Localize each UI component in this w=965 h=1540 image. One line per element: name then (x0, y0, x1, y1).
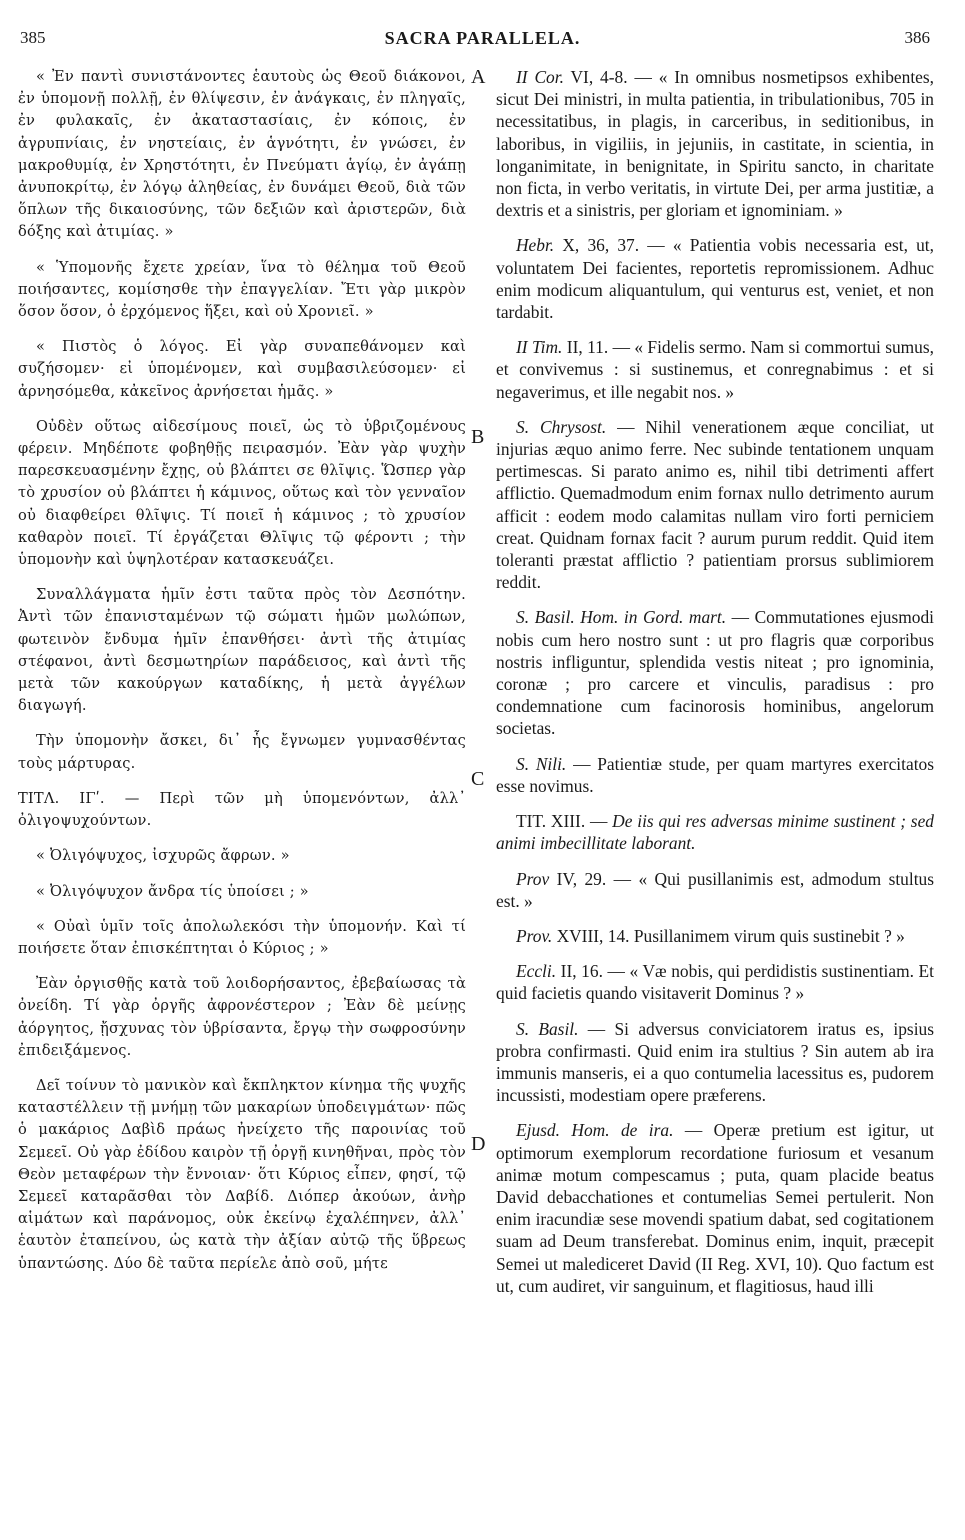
citation-ref: S. Basil. Hom. in Gord. mart. (516, 607, 727, 628)
greek-paragraph: Τὴν ὑπομονὴν ἄσκει, δι᾽ ἧς ἔγνωμεν γυμνασθέντας τοὺς μάρτυρας. (18, 732, 466, 772)
citation-ref: Eccli. (516, 961, 557, 982)
latin-paragraph (496, 606, 934, 739)
citation-ref: Hebr. (516, 235, 555, 256)
citation-ref: S. Basil. (516, 1018, 579, 1039)
latin-paragraph (496, 66, 934, 221)
page-header (0, 28, 965, 58)
citation-ref: Prov (516, 868, 550, 889)
greek-paragraph: « Πιστὸς ὁ λόγος. Εἰ γὰρ συναπεθάνομεν καὶ συζήσομεν· εἰ ὑπομένομεν, καὶ συμβασιλεύσομεν· εἰ ἀρνησόμεθα, κἀκεῖνος ἀρνήσεται ἡμᾶς. » (18, 338, 466, 400)
latin-text: II, 16. — « Væ nobis, qui perdidistis sustinentiam. Et quid facietis quando visitaverit Dominus ? » (496, 961, 934, 1004)
latin-text: VI, 4-8. — « In omnibus nosmetipsos exhibentes, sicut Dei ministri, in multa patientia, in tribulationibus, 705 in necessitatibus, in plagis, in carceribus, in seditionibus, in laboribus, in vigiliis, in jejuniis, in castitate, in scientia, in longanimitate, in benignitate, in Spiritu sancto, in charitate non ficta, in verbo veritatis, in virtute Dei, per arma justitiæ, a dextris et a sinistris, per gloriam et ignominiam. » (496, 67, 934, 221)
title-number: TIT. XIII. — (516, 811, 608, 832)
greek-paragraph: « Ὀλιγόψυχον ἄνδρα τίς ὑποίσει ; » (36, 882, 309, 900)
latin-column (496, 66, 934, 1310)
latin-text: — Operæ pretium est igitur, ut optimorum exemplorum recordatione furiosum et vesanum animæ motum compescamus ; puta, quam placide beatus David debacchationes et contumelias Semei pertulerit. Non enim iracundiæ sese movendi spatium dabat, sed cogitationem suam ad Deum transferebat. Dominus enim, inquit, præcepit Semei ut malediceret David (II Reg. XVI, 10). Quo factum est ut, cum audiret, vir sanguinum, et flagitiosus, haud illi (496, 1120, 934, 1296)
latin-text: XVIII, 14. Pusillanimem virum quis sustinebit ? » (552, 925, 905, 946)
margin-letter-c: C (471, 768, 485, 790)
citation-ref: S. Chrysost. (516, 416, 607, 437)
latin-paragraph (496, 234, 934, 323)
latin-paragraph (496, 1018, 934, 1107)
citation-ref: II Tim. (516, 337, 563, 358)
latin-text: — Nihil venerationem æque conciliat, ut injurias æquo animo ferre. Nec subinde tentationem unquam pertimescas. Si parato animo es, nihil tibi detrimenti affert afflictio. Quemadmodum enim fornax nullo detrimento aurum afficit : eodem modo calamitas nullam viro forti perniciem creat. Quidnam fornax facit ? aurum purum reddit. Quid item toleranti præstat afflictio ? patientiam prorsus sublimiorem reddit. (496, 416, 934, 593)
greek-paragraph: Δεῖ τοίνυν τὸ μανικὸν καὶ ἔκπληκτον κίνημα τῆς ψυχῆς καταστέλλειν τῇ μνήμῃ τῶν μακαρίων ὑποδειγμάτων· πῶς ὁ μακάριος Δαβὶδ πράως ἠνείχετο τῆς παροινίας τοῦ Σεμεεῖ. Οὐ γὰρ ἐδίδου καιρὸν τῇ ὀργῇ κινηθῆναι, πρὸς τὸν Θεὸν μεταφέρων τὴν ἔννοιαν· ὅτι Κύριος εἶπεν, φησί, τῷ Σεμεεῖ καταρᾶσθαι τὸν Δαβίδ. Διόπερ ἀκούων, ἀνὴρ αἱμάτων καὶ παράνομος, οὐκ ἐκείνῳ ἐχαλέπηνεν, ἀλλ᾽ ἑαυτὸν ἐταπείνου, ὡς κατὰ τὴν ἀξίαν αὐτῷ τῆς ὕβρεως ὑπαντώσης. Δύο δὲ ταῦτα περίελε ἀπὸ σοῦ, μήτε (18, 1076, 466, 1272)
latin-paragraph (496, 336, 934, 403)
title-text: De iis qui res adversas minime sustinent ; sed animi imbecillitate laborant. (496, 811, 934, 854)
latin-text: — Si adversus conviciatorem iratus es, ipsius probra confirmasti. Quid enim ira stultius ? Sin autem ab ira immunis manseris, ei a quo contumelia lacessitus es, pudorem incussisti, modestiam opere præferens. (496, 1018, 934, 1106)
latin-text: — Patientiæ stude, per quam martyres exercitatos esse novimus. (496, 753, 934, 796)
latin-paragraph (496, 416, 934, 594)
greek-paragraph: « Ἐν παντὶ συνιστάνοντες ἑαυτοὺς ὡς Θεοῦ διάκονοι, ἐν ὑπομονῇ πολλῇ, ἐν θλίψεσιν, ἐν ἀνάγκαις, ἐν πληγαῖς, ἐν φυλακαῖς, ἐν ἀκαταστασίαις, ἐν κόποις, ἐν ἀγρυπνίαις, ἐν νηστείαις, ἐν ἁγνότητι, ἐν γνώσει, ἐν μακροθυμίᾳ, ἐν Χρηστότητι, ἐν Πνεύματι ἁγίῳ, ἐν ἀγάπῃ ἀνυποκρίτῳ, ἐν λόγῳ ἀληθείας, ἐν δυνάμει Θεοῦ, διὰ τῶν ὅπλων τῆς δικαιοσύνης, τῶν δεξιῶν καὶ ἀριστερῶν, διὰ δόξης καὶ ἀτιμίας. » (18, 68, 466, 241)
greek-paragraph: Οὐδὲν οὕτως αἰδεσίμους ποιεῖ, ὡς τὸ ὑβριζομένους φέρειν. Μηδέποτε φοβηθῇς πειρασμόν. Ἐὰν γὰρ ψυχὴν παρεσκευασμένην ἔχῃς, οὐ βλάπτει σε θλῖψις. Ὥσπερ γὰρ τὸ χρυσίον οὐ βλάπτει ἡ κάμινος, οὕτως καὶ τὸν γενναῖον οὐ διαφθείρει θλῖψις. Τί ποιεῖ ἡ κάμινος ; τὸ χρυσίον καθαρὸν ποιεῖ. Τί ἐργάζεται Θλῖψις τῷ φέροντι ; τὴν ὑπομονὴν καὶ ὑψηλοτέραν κατασκευάζει. (18, 417, 466, 569)
running-title: SACRA PARALLELA. (384, 28, 581, 48)
margin-letter-a: A (471, 66, 486, 88)
latin-paragraph (496, 960, 934, 1004)
greek-title-heading: ΤΙΤΛ. ΙΓʹ. — Περὶ τῶν μὴ ὑπομενόντων, ἀλλ᾽ ὀλιγοψυχούντων. (18, 789, 466, 830)
citation-ref: II Cor. (516, 67, 564, 87)
greek-paragraph: « Ὀλιγόψυχος, ἰσχυρῶς ἄφρων. » (36, 847, 290, 865)
greek-paragraph: « Οὐαὶ ὑμῖν τοῖς ἀπολωλεκόσι τὴν ὑπομονήν. Καὶ τί ποιήσετε ὅταν ἐπισκέπτηται ὁ Κύριος ; » (18, 917, 466, 957)
greek-paragraph: « Ὑπομονῆς ἔχετε χρείαν, ἵνα τὸ θέλημα τοῦ Θεοῦ ποιήσαντες, κομίσησθε τὴν ἐπαγγελίαν. Ἔτι γὰρ μικρὸν ὅσον ὅσον, ὁ ἐρχόμενος ἥξει, καὶ οὐ Χρονιεῖ. » (18, 258, 466, 321)
latin-paragraph (496, 868, 934, 912)
citation-ref: S. Nili. (516, 753, 567, 774)
margin-letter-b: B (471, 426, 485, 448)
latin-text: IV, 29. — « Qui pusillanimis est, admodum stultus est. » (496, 868, 934, 911)
greek-paragraph: Ἐὰν ὀργισθῇς κατὰ τοῦ λοιδορήσαντος, ἐβεβαίωσας τὰ ὀνείδη. Τί γὰρ ὀργῆς ἀφρονέστερον ; Ἐὰν δὲ μείνῃς ἀόργητος, ᾔσχυνας τὸν ὑβρίσαντα, ἔργῳ τὴν σωφροσύνην ἐπιδειξάμενος. (18, 975, 466, 1059)
page-number-right: 386 (904, 28, 930, 47)
latin-paragraph (496, 925, 934, 947)
greek-column (18, 66, 466, 1288)
citation-ref: Prov. (516, 925, 553, 946)
margin-letter-d: D (471, 1133, 486, 1155)
latin-text: X, 36, 37. — « Patientia vobis necessaria est, ut, voluntatem Dei facientes, reportetis repromissionem. Adhuc enim modicum aliquantulum, qui venturus est, veniet, et non tardabit. (496, 235, 934, 323)
greek-paragraph: Συναλλάγματα ἡμῖν ἐστι ταῦτα πρὸς τὸν Δεσπότην. Ἀντὶ τῶν ἐπανισταμένων τῷ σώματι ἡμῶν μωλώπων, φωτεινὸν ἔνδυμα ἡμῖν ἐπανθήσει· ἀντὶ τῆς ἀτιμίας στέφανοι, ἀντὶ δεσμωτηρίων παράδεισος, καὶ ἀντὶ τῆς μετὰ τῶν κακούργων καταδίκης, ἡ μετὰ ἀγγέλων διαγωγή. (18, 586, 466, 715)
latin-text: II, 11. — « Fidelis sermo. Nam si commortui sumus, et convivemus : si sustinemus, et conregnabimus : et si negaverimus, et ille negabit nos. » (496, 337, 934, 402)
page-number-left: 385 (20, 28, 46, 47)
latin-paragraph (496, 1119, 934, 1297)
latin-title-heading (496, 810, 934, 854)
latin-text: — Commutationes ejusmodi nobis cum hero nostro sunt : ut pro flagris quæ corporibus nostris infliguntur, splendida vestis niteat ; pro ignominia, coronæ ; pro carcere et vinculis, paradisus : pro condemnatione cum facinorosis hominibus, angelorum societas. (496, 607, 934, 739)
citation-ref: Ejusd. Hom. de ira. (516, 1120, 674, 1141)
latin-paragraph (496, 753, 934, 797)
